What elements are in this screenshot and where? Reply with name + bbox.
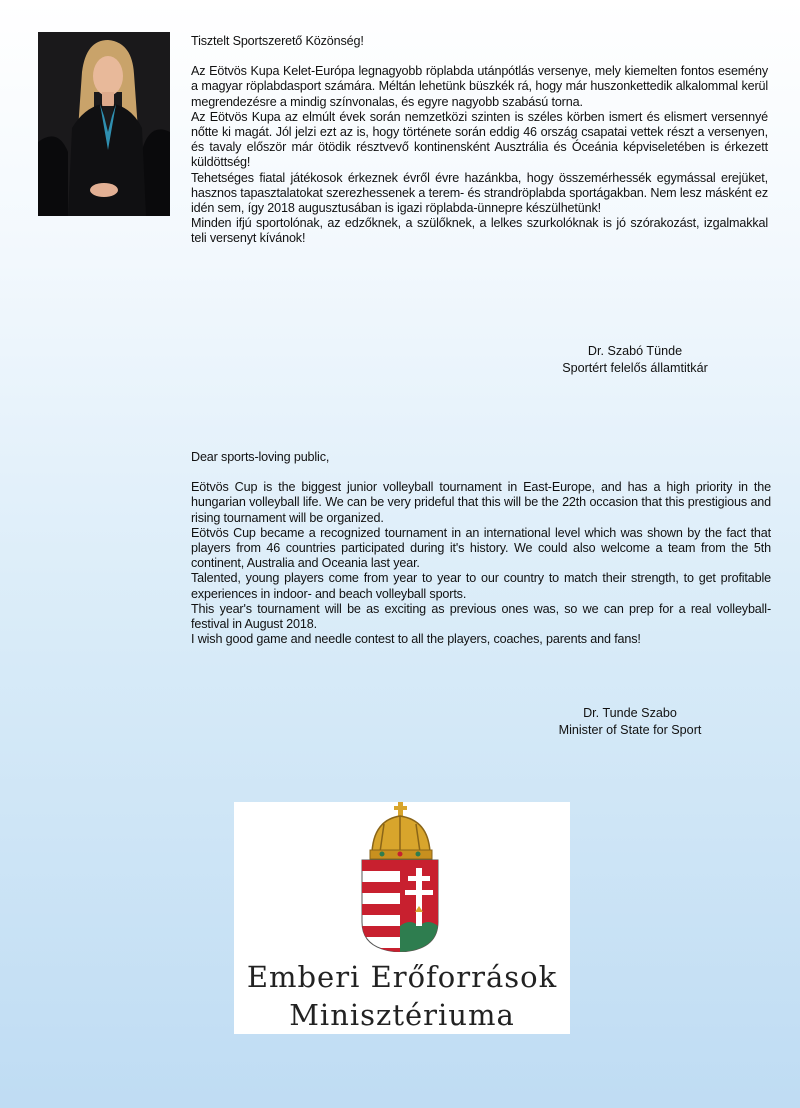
- ministry-logo: [234, 802, 570, 1034]
- english-letter: [191, 450, 771, 647]
- logo-text-line2: Minisztériuma: [289, 998, 515, 1032]
- english-signature: [515, 705, 745, 739]
- logo-text-line1: Emberi Erőforrások: [246, 960, 558, 994]
- hungarian-greeting: Tisztelt Sportszerető Közönség!: [191, 34, 364, 48]
- english-paragraph: Talented, young players come from year to year to our country to match their strength, to get profitable experiences in indoor- and beach volleyball sports.: [191, 571, 771, 601]
- coat-of-arms-icon: [234, 802, 570, 952]
- portrait-illustration: [38, 32, 170, 216]
- hungarian-letter: [191, 34, 768, 247]
- hungarian-paragraph: Tehetséges fiatal játékosok érkeznek évről évre hazánkba, hogy összemérhessék egymással erejüket, hasznos tapasztalatokat szerezhessenek a terem- és strandröplabda sportágakban. Nem lesz másként ez idén sem, így 2018 augusztusában is igazi röplabda-ünnepre készülhetünk!: [191, 170, 768, 216]
- english-paragraph: Eötvös Cup became a recognized tournament in an international level which was shown by the fact that players from 46 countries participated during it's history. We could also welcome a team from the 5th continent, Australia and Oceania last year.: [191, 525, 771, 571]
- english-paragraph: I wish good game and needle contest to all the players, coaches, parents and fans!: [191, 632, 641, 647]
- signature-name: Dr. Szabó Tünde: [587, 344, 683, 358]
- english-paragraph: This year's tournament will be as exciting as previous ones was, so we can prep for a real volleyball-festival in August 2018.: [191, 601, 771, 632]
- signature-name: Dr. Tunde Szabo: [583, 706, 677, 720]
- hungarian-paragraph: Minden ifjú sportolónak, az edzőknek, a szülőknek, a lelkes szurkolóknak is jó szórakozást, izgalmakkal teli versenyt kívánok!: [191, 216, 768, 246]
- signature-title: Minister of State for Sport: [558, 723, 702, 737]
- hungarian-paragraph: Az Eötvös Kupa az elmúlt évek során nemzetközi szinten is széles körben ismert és elismert versennyé nőtte ki magát. Jól jelzi ezt az is, hogy története során eddig 46 ország csapatai vettek részt a versenyen, és tavaly először már ötödik résztvevő kontinensként Ausztrália és Óceánia képviseletében is érkezett küldöttség!: [191, 109, 768, 170]
- signature-title: Sportért felelős államtitkár: [562, 361, 708, 375]
- hungarian-signature: [520, 343, 750, 377]
- english-paragraph: Eötvös Cup is the biggest junior volleyball tournament in East-Europe, and has a high priority in the hungarian volleyball life. We can be very prideful that this will be the 22th occasion that this prestigious and rising tournament will be organized.: [191, 480, 771, 525]
- english-greeting: Dear sports-loving public,: [191, 450, 330, 464]
- portrait-photo: [38, 32, 170, 216]
- hungarian-paragraph: Az Eötvös Kupa Kelet-Európa legnagyobb röplabda utánpótlás versenye, mely kiemelten fontos esemény a magyar röplabdasport számára. Méltán lehetünk büszkék rá, hogy már huszonkettedik alkalommal kerül megrendezésre a mindig színvonalas, és egyre nagyobb szabású torna.: [191, 64, 768, 109]
